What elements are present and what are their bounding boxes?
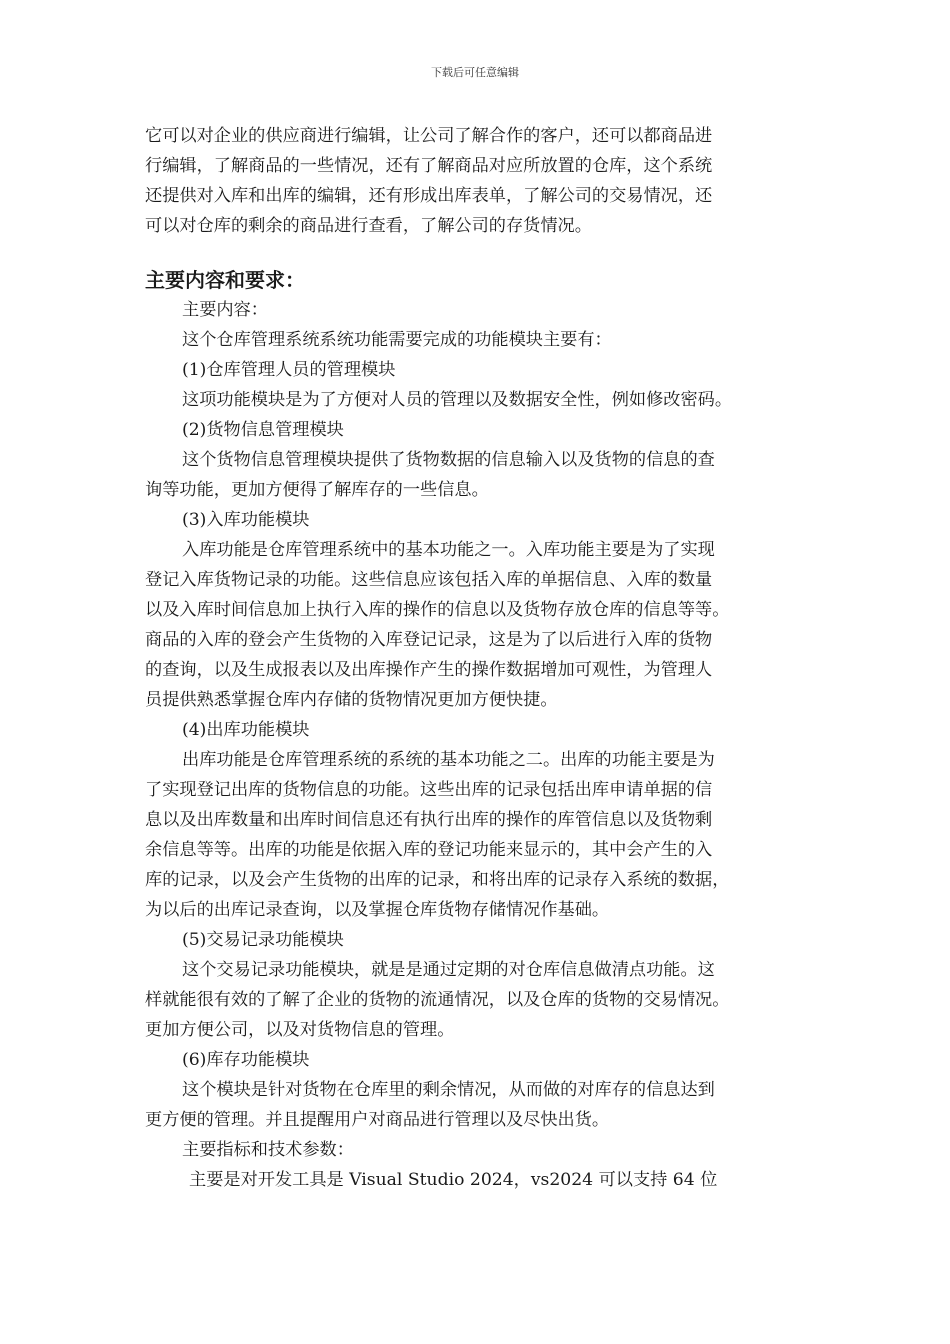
paragraph-line: 息以及出库数量和出库时间信息还有执行出库的操作的库管信息以及货物剩 <box>145 810 713 830</box>
paragraph-line: 更方便的管理。并且提醒用户对商品进行管理以及尽快出货。 <box>145 1110 610 1130</box>
subsection-label: 主要指标和技术参数： <box>182 1140 354 1160</box>
page-header: 下载后可任意编辑 <box>431 66 519 79</box>
paragraph-line: 库的记录，以及会产生货物的出库的记录，和将出库的记录存入系统的数据， <box>145 870 730 890</box>
paragraph-line: 它可以对企业的供应商进行编辑，让公司了解合作的客户，还可以都商品进 <box>145 126 713 146</box>
paragraph-line: 这个交易记录功能模块，就是是通过定期的对仓库信息做清点功能。这 <box>182 960 715 980</box>
paragraph-line: 这个模块是针对货物在仓库里的剩余情况，从而做的对库存的信息达到 <box>182 1080 715 1100</box>
paragraph-line: 这个货物信息管理模块提供了货物数据的信息输入以及货物的信息的查 <box>182 450 715 470</box>
paragraph-line: 主要是对开发工具是 Visual Studio 2024，vs2024 可以支持 64 位 <box>189 1170 718 1190</box>
paragraph-line: 入库功能是仓库管理系统中的基本功能之一。入库功能主要是为了实现 <box>182 540 715 560</box>
module-title: (4)出库功能模块 <box>182 720 310 740</box>
paragraph-line: 样就能很有效的了解了企业的货物的流通情况，以及仓库的货物的交易情况。 <box>145 990 730 1010</box>
paragraph-line: 更加方便公司，以及对货物信息的管理。 <box>145 1020 455 1040</box>
paragraph-line: 为以后的出库记录查询，以及掌握仓库货物存储情况作基础。 <box>145 900 610 920</box>
paragraph-line: 的查询，以及生成报表以及出库操作产生的操作数据增加可观性，为管理人 <box>145 660 713 680</box>
paragraph-line: 这个仓库管理系统系统功能需要完成的功能模块主要有： <box>182 330 612 350</box>
paragraph-line: 还提供对入库和出库的编辑，还有形成出库表单，了解公司的交易情况，还 <box>145 186 713 206</box>
module-title: (1)仓库管理人员的管理模块 <box>182 360 396 380</box>
paragraph-line: 以及入库时间信息加上执行入库的操作的信息以及货物存放仓库的信息等等。 <box>145 600 730 620</box>
paragraph-line: 主要内容： <box>182 300 268 320</box>
paragraph-line: 商品的入库的登会产生货物的入库登记记录，这是为了以后进行入库的货物 <box>145 630 713 650</box>
module-title: (6)库存功能模块 <box>182 1050 310 1070</box>
paragraph-line: 员提供熟悉掌握仓库内存储的货物情况更加方便快捷。 <box>145 690 558 710</box>
paragraph-line: 可以对仓库的剩余的商品进行查看，了解公司的存货情况。 <box>145 216 592 236</box>
paragraph-line: 登记入库货物记录的功能。这些信息应该包括入库的单据信息、入库的数量 <box>145 570 713 590</box>
paragraph-line: 询等功能，更加方便得了解库存的一些信息。 <box>145 480 489 500</box>
section-heading: 主要内容和要求： <box>145 268 305 292</box>
paragraph-line: 出库功能是仓库管理系统的系统的基本功能之二。出库的功能主要是为 <box>182 750 715 770</box>
module-title: (3)入库功能模块 <box>182 510 310 530</box>
paragraph-line: 余信息等等。出库的功能是依据入库的登记功能来显示的，其中会产生的入 <box>145 840 713 860</box>
module-title: (2)货物信息管理模块 <box>182 420 344 440</box>
paragraph-line: 这项功能模块是为了方便对人员的管理以及数据安全性，例如修改密码。 <box>182 390 733 410</box>
module-title: (5)交易记录功能模块 <box>182 930 344 950</box>
paragraph-line: 行编辑，了解商品的一些情况，还有了解商品对应所放置的仓库，这个系统 <box>145 156 713 176</box>
paragraph-line: 了实现登记出库的货物信息的功能。这些出库的记录包括出库申请单据的信 <box>145 780 713 800</box>
document-body <box>145 121 805 1195</box>
